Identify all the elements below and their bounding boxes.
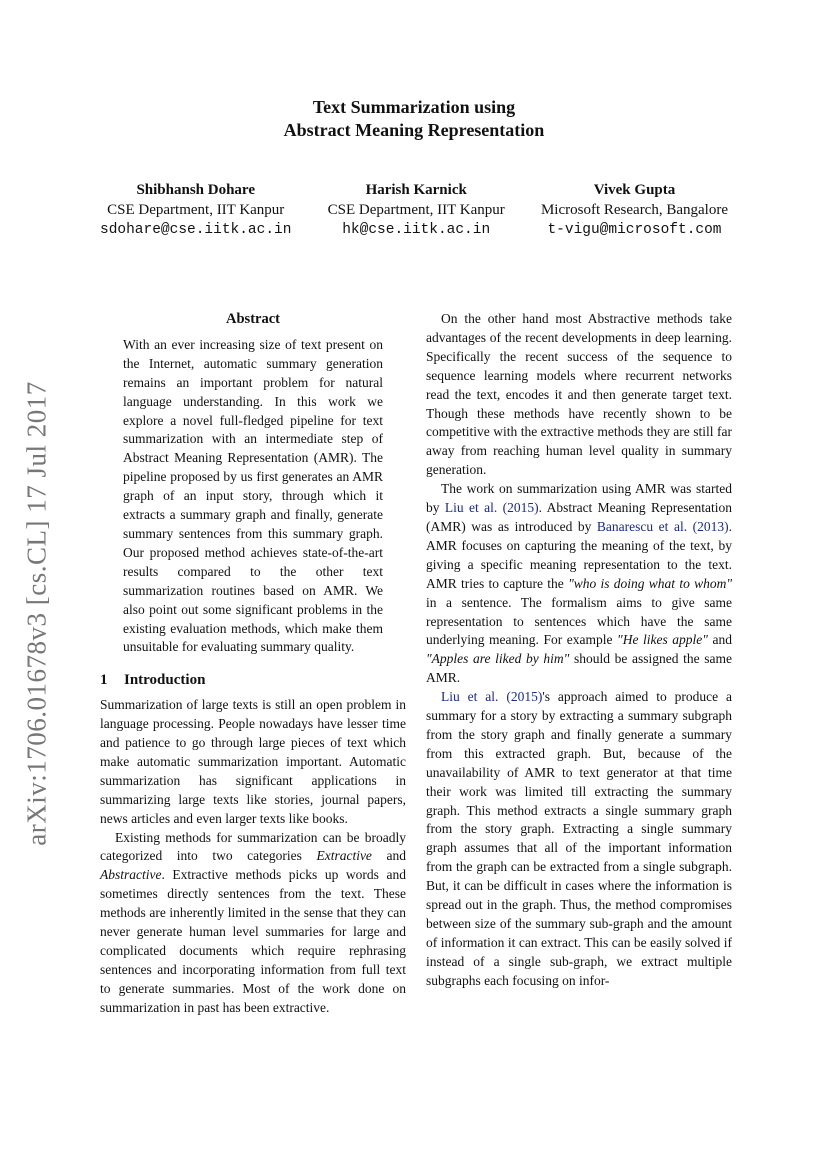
author-2 xyxy=(328,180,505,240)
author-name: Vivek Gupta xyxy=(593,182,676,198)
quote-apples-are-liked: "Apples are liked by him" xyxy=(426,651,570,667)
author-affiliation: CSE Department, IIT Kanpur xyxy=(107,202,285,218)
author-email: hk@cse.iitk.ac.in xyxy=(342,222,491,238)
section-number: 1 xyxy=(100,672,108,689)
citation-link[interactable]: Banarescu et al. (2013) xyxy=(596,518,729,534)
author-3 xyxy=(541,180,728,240)
author-1 xyxy=(100,180,291,240)
citation-link[interactable]: Liu et al. (2015) xyxy=(441,689,543,705)
section-heading-introduction xyxy=(100,671,406,690)
author-affiliation: CSE Department, IIT Kanpur xyxy=(327,202,505,218)
intro-paragraph-3: On the other hand most Abstractive methods take advantages of the recent developments in deep learning. Specifically the recent success of the sequence to sequence learning models where recurrent networks read the text, encodes it and then generate target text. Though these methods have recently shown to be competitive with the extractive methods they are still far away from reaching human level quality in summary generation. xyxy=(426,311,732,478)
text-run: and xyxy=(371,848,406,864)
abstract-heading: Abstract xyxy=(226,311,280,327)
author-name: Shibhansh Dohare xyxy=(136,182,255,198)
arxiv-identifier-sidebar xyxy=(14,378,60,848)
text-run: The work on summarization using AMR was started by xyxy=(426,481,732,516)
text-run: . Abstract Meaning Representation (AMR) was as introduced by xyxy=(426,500,733,534)
left-column xyxy=(100,310,406,1018)
intro-paragraph-2 xyxy=(100,829,406,1018)
text-run: . AMR focuses on capturing the meaning of the text, by giving a specific meaning representation to the text. AMR tries to capture the xyxy=(426,518,732,591)
author-email: t-vigu@microsoft.com xyxy=(547,222,722,238)
text-run: should be assigned the same AMR. xyxy=(426,651,732,686)
intro-paragraph-4 xyxy=(426,480,732,688)
abstract-text: With an ever increasing size of text present on the Internet, automatic summary generation remains an important problem for natural language understanding. In this work we explore a novel full-fledged pipeline for text summarization with an intermediate step of Abstract Meaning Representation (AMR). The pipeline proposed by us first generates an AMR graph of an input story, through which it extracts a summary graph and finally, generate summary sentences from this summary graph. Our proposed method achieves state-of-the-art results compared to the other text summarization routines based on AMR. We also point out some significant problems in the existing evaluation methods, which make them unsuitable for evaluating summary quality. xyxy=(123,336,383,655)
text-run: . Extractive methods picks up words and sometimes directly sentences from the text. These methods are inherently limited in the sense that they can never generate human level summaries for large and complicated documents which require rephrasing sentences and incorporating information from full text to generate summaries. Most of the work done on summarization in past has been extractive. xyxy=(100,867,406,1015)
intro-paragraph-1: Summarization of large texts is still an open problem in language processing. People nowadays have lesser time and patience to go through large pieces of text which make automatic summarization important. Automatic summarization has significant applications in summarizing large texts like stories, journal papers, news articles and even larger texts like books. xyxy=(100,697,406,826)
author-block xyxy=(100,180,728,240)
term-extractive: Extractive xyxy=(316,848,372,864)
text-run: Existing methods for summarization can be broadly categorized into two categories xyxy=(100,829,406,864)
arxiv-identifier: arXiv:1706.01678v3 [cs.CL] 17 Jul 2017 xyxy=(21,380,52,846)
paper-title xyxy=(0,96,828,142)
text-run: 's approach aimed to produce a summary for a story by extracting a summary subgraph from the story graph and finally generate a summary from this extracted graph. But, because of the unavailability of AMR to text generator at that time their work was limited till extracting the summary graph. This method extracts a single summary graph from the story graph. Extracting a single summary graph assumes that all of the important information from the graph can be extracted from a single subgraph. But, it can be difficult in cases where the information is spread out in the graph. Thus, the method compromises between size of the summary sub-graph and the amount of information it can extract. This can be easily solved if instead of a single sub-graph, we extract multiple subgraphs each focusing on infor- xyxy=(426,689,732,988)
section-title: Introduction xyxy=(124,672,206,689)
paper-title-line-1: Text Summarization using xyxy=(312,97,516,117)
quote-who-is-doing-what: "who is doing what to whom" xyxy=(568,575,733,591)
text-run: in a sentence. The formalism aims to give same representation to sentences which have the same underlying meaning. For example xyxy=(426,594,732,648)
quote-he-likes-apple: "He likes apple" xyxy=(617,632,708,648)
intro-paragraph-5 xyxy=(426,688,732,991)
citation-link[interactable]: Liu et al. (2015) xyxy=(444,500,539,516)
text-run: and xyxy=(707,632,732,648)
author-affiliation: Microsoft Research, Bangalore xyxy=(540,202,728,218)
author-name: Harish Karnick xyxy=(365,182,467,198)
paper-title-line-2: Abstract Meaning Representation xyxy=(283,120,545,140)
term-abstractive: Abstractive xyxy=(100,867,162,883)
right-column xyxy=(426,310,732,991)
author-email: sdohare@cse.iitk.ac.in xyxy=(100,222,292,238)
